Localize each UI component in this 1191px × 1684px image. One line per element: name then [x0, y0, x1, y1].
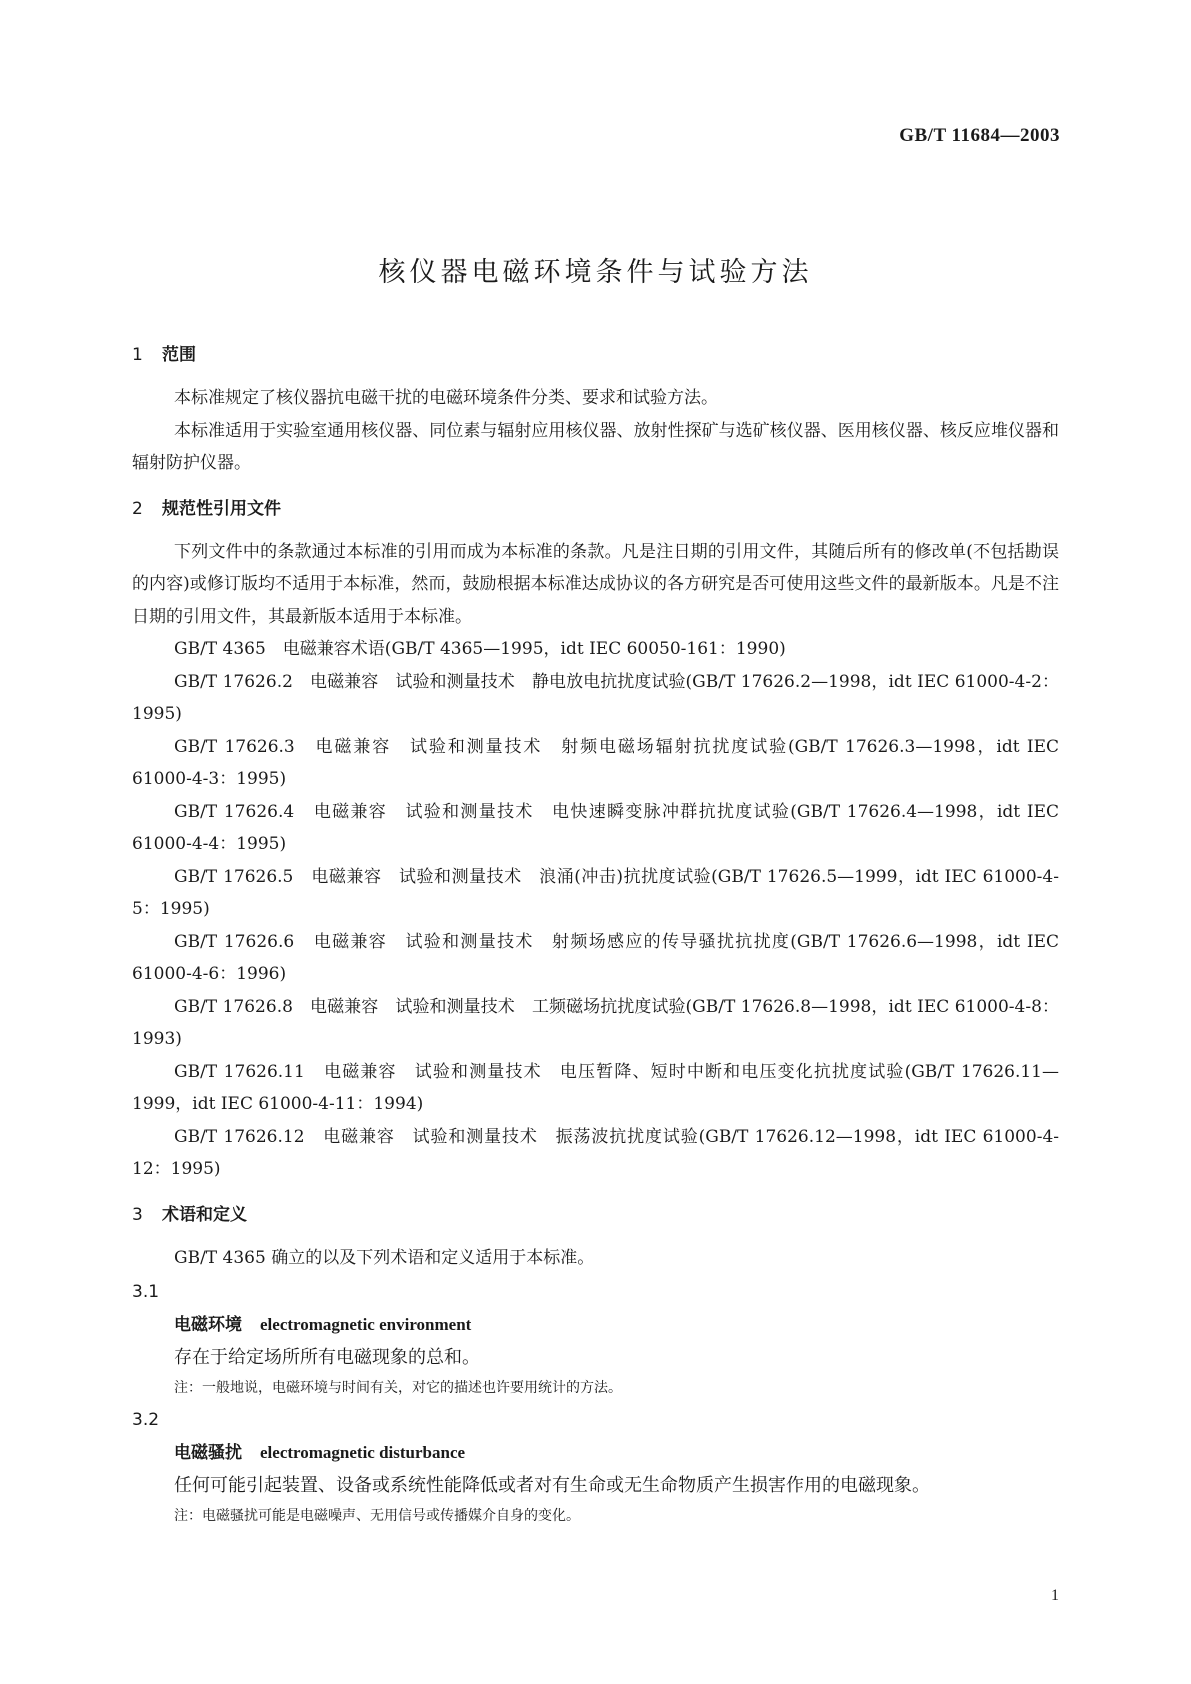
- reference-item: GB/T 17626.12 电磁兼容 试验和测量技术 振荡波抗扰度试验(GB/T 17626.12—1998，idt IEC 61000-4-12：1995): [132, 1126, 1059, 1179]
- page-number: 1: [1051, 1587, 1059, 1604]
- section-number: 2: [132, 498, 143, 519]
- section-number: 1: [132, 345, 143, 365]
- term-heading: [132, 1436, 1059, 1470]
- section-title: 范围: [162, 345, 196, 365]
- section-title: 术语和定义: [162, 1204, 247, 1225]
- references-intro: 下列文件中的条款通过本标准的引用而成为本标准的条款。凡是注日期的引用文件，其随后所有的修改单(不包括勘误的内容)或修订版均不适用于本标准，然而，鼓励根据本标准达成协议的各方研究是否可使用这些文件的最新版本。凡是不注日期的引用文件，其最新版本适用于本标准。: [132, 541, 1059, 627]
- term-chinese: 电磁环境: [174, 1315, 242, 1335]
- term-english: electromagnetic disturbance: [260, 1443, 466, 1462]
- section-title: 规范性引用文件: [162, 498, 281, 519]
- term-chinese: 电磁骚扰: [174, 1443, 242, 1463]
- section-number: 3: [132, 1204, 143, 1225]
- scope-paragraph-1: 本标准规定了核仪器抗电磁干扰的电磁环境条件分类、要求和试验方法。: [174, 388, 718, 408]
- term-definition: 任何可能引起装置、设备或系统性能降低或者对有生命或无生命物质产生损害作用的电磁现象。: [174, 1475, 930, 1496]
- reference-item: GB/T 17626.5 电磁兼容 试验和测量技术 浪涌(冲击)抗扰度试验(GB/T 17626.5—1999，idt IEC 61000-4-5：1995): [132, 866, 1059, 919]
- term-entry: [132, 1404, 1059, 1530]
- terms-intro: GB/T 4365 确立的以及下列术语和定义适用于本标准。: [174, 1247, 595, 1268]
- section-1-heading: [132, 340, 1059, 370]
- term-entry: [132, 1276, 1059, 1402]
- term-heading: [132, 1308, 1059, 1342]
- term-note: 注：一般地说，电磁环境与时间有关，对它的描述也许要用统计的方法。: [174, 1380, 622, 1396]
- reference-item: GB/T 17626.3 电磁兼容 试验和测量技术 射频电磁场辐射抗扰度试验(GB/T 17626.3—1998，idt IEC 61000-4-3：1995): [132, 736, 1059, 789]
- section-2-heading: [132, 494, 1059, 524]
- term-note: 注：电磁骚扰可能是电磁噪声、无用信号或传播媒介自身的变化。: [174, 1508, 580, 1524]
- term-english: electromagnetic environment: [260, 1315, 472, 1334]
- term-definition: 存在于给定场所所有电磁现象的总和。: [174, 1347, 480, 1368]
- term-number: 3.1: [132, 1282, 160, 1302]
- scope-paragraph-2: 本标准适用于实验室通用核仪器、同位素与辐射应用核仪器、放射性探矿与选矿核仪器、医用核仪器、核反应堆仪器和辐射防护仪器。: [132, 420, 1059, 473]
- reference-item: GB/T 17626.6 电磁兼容 试验和测量技术 射频场感应的传导骚扰抗扰度(GB/T 17626.6—1998，idt IEC 61000-4-6：1996): [132, 931, 1059, 984]
- reference-item: GB/T 17626.11 电磁兼容 试验和测量技术 电压暂降、短时中断和电压变化抗扰度试验(GB/T 17626.11—1999，idt IEC 61000-4-11：1994): [132, 1061, 1059, 1114]
- section-3-heading: [132, 1200, 1059, 1230]
- document-body: [132, 340, 1059, 1530]
- reference-list: [132, 633, 1059, 1186]
- reference-item: GB/T 17626.4 电磁兼容 试验和测量技术 电快速瞬变脉冲群抗扰度试验(GB/T 17626.4—1998，idt IEC 61000-4-4：1995): [132, 801, 1059, 854]
- standard-code: GB/T 11684—2003: [899, 125, 1060, 146]
- term-number: 3.2: [132, 1410, 160, 1430]
- reference-item: GB/T 17626.2 电磁兼容 试验和测量技术 静电放电抗扰度试验(GB/T 17626.2—1998，idt IEC 61000-4-2：1995): [132, 671, 1059, 724]
- reference-item: GB/T 4365 电磁兼容术语(GB/T 4365—1995，idt IEC 60050-161：1990): [174, 639, 786, 659]
- reference-item: GB/T 17626.8 电磁兼容 试验和测量技术 工频磁场抗扰度试验(GB/T 17626.8—1998，idt IEC 61000-4-8：1993): [132, 996, 1059, 1049]
- document-title: 核仪器电磁环境条件与试验方法: [378, 257, 813, 289]
